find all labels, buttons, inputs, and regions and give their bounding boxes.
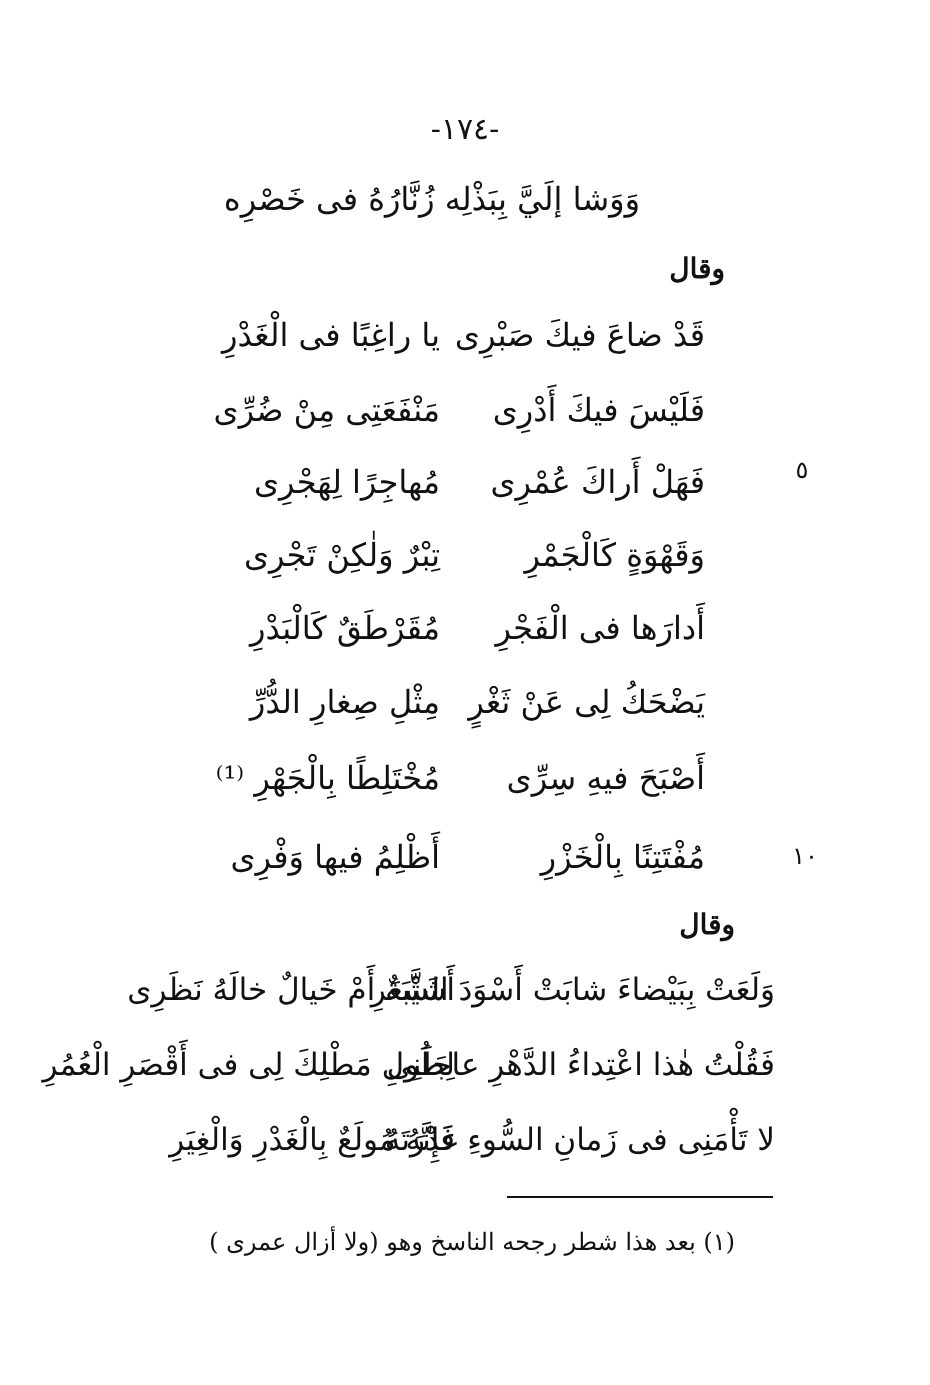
verse-line [185, 380, 705, 440]
page-number: -١٧٤- [430, 112, 500, 147]
verse-line [42, 1035, 775, 1095]
verse-second-hemistich: مُقَرْطَقٌ كَالْبَدْرِ [250, 609, 440, 647]
footnote: (١) بعد هذا شطر رجحه الناسخ وهو (ولا أزال عمرى ) [209, 1228, 735, 1256]
verse-first-hemistich: فَهَلْ أَراكَ عُمْرِى [490, 463, 705, 501]
verse-second-hemistich: أَشَيْبَةٌ أَمْ خَيالٌ خالَهُ نَظَرِى [127, 972, 455, 1008]
poem-heading: وقال [679, 908, 735, 941]
verse-first-hemistich: فَلَيْسَ فيكَ أَدْرِى [492, 391, 705, 429]
verse-second-hemistich: مُهاجِرًا لِهَجْرِى [254, 463, 440, 501]
verse-line [127, 960, 775, 1020]
verse-second-hemistich: تِبْرٌ وَلٰكِنْ تَجْرِى [243, 536, 440, 574]
line-number-marker: ٥ [795, 456, 809, 484]
verse-line [185, 525, 705, 585]
verse-first-hemistich: أَدارَها فى الْفَجْرِ [495, 609, 705, 647]
verse-second-hemistich: مُخْتَلِطًا بِالْجَهْرِ ⁽¹⁾ [215, 759, 440, 797]
verse-second-hemistich: يا راغِبًا فى الْغَدْرِ [222, 316, 440, 354]
verse-second-hemistich: مَنْفَعَتِى مِنْ ضُرِّى [213, 391, 440, 429]
verse-second-hemistich: مِثْلِ صِغارِ الدُّرِّ [249, 683, 440, 721]
verse-first-hemistich: مُفْتَتِنًا بِالْخَزْرِ [540, 838, 705, 876]
verse-second-hemistich: لِطُولِ مَطْلِكَ لِى فى أَقْصَرِ الْعُمُرِ [42, 1047, 455, 1083]
verse-first-hemistich: لا تَأْمَنِى فى زَمانِ السُّوءِ غَدْرَتَهُ [384, 1122, 775, 1158]
verse-first-hemistich: أَصْبَحَ فيهِ سِرِّى [506, 759, 705, 797]
verse-line [185, 672, 705, 732]
verse-first-hemistich: قَدْ ضاعَ فيكَ صَبْرِى [454, 316, 705, 354]
line-number-marker: ١٠ [792, 842, 818, 870]
verse-line [185, 748, 705, 808]
verse-line [185, 452, 705, 512]
verse-line [185, 598, 705, 658]
verse-line [185, 305, 705, 365]
verse-first-hemistich: يَضْحَكُ لِى عَنْ ثَغْرٍ [468, 683, 705, 721]
poem-heading: وقال [669, 252, 725, 285]
verse-second-hemistich: أَظْلِمُ فيها وَفْرِى [230, 838, 440, 876]
verse-line [185, 827, 705, 887]
verse-second-hemistich: فَإِنَّهُ مُولَعٌ بِالْغَدْرِ وَالْغِيَرِ [169, 1122, 455, 1158]
verse-line [145, 1110, 775, 1170]
intro-verse: وَوَشا إلَيَّ بِبَذْلِه زُنَّارُهُ فى خَصْرِه [223, 180, 641, 218]
verse-first-hemistich: وَقَهْوَةٍ كَالْجَمْرِ [524, 536, 705, 574]
verse-first-hemistich: وَلَعَتْ بِبَيْضاءَ شابَتْ أَسْوَدَ الشَّعَرِ [370, 972, 775, 1008]
footnote-divider [507, 1196, 773, 1198]
verse-first-hemistich: فَقُلْتُ هٰذا اعْتِداءُ الدَّهْرِ عاجَلَنِى [386, 1047, 775, 1083]
